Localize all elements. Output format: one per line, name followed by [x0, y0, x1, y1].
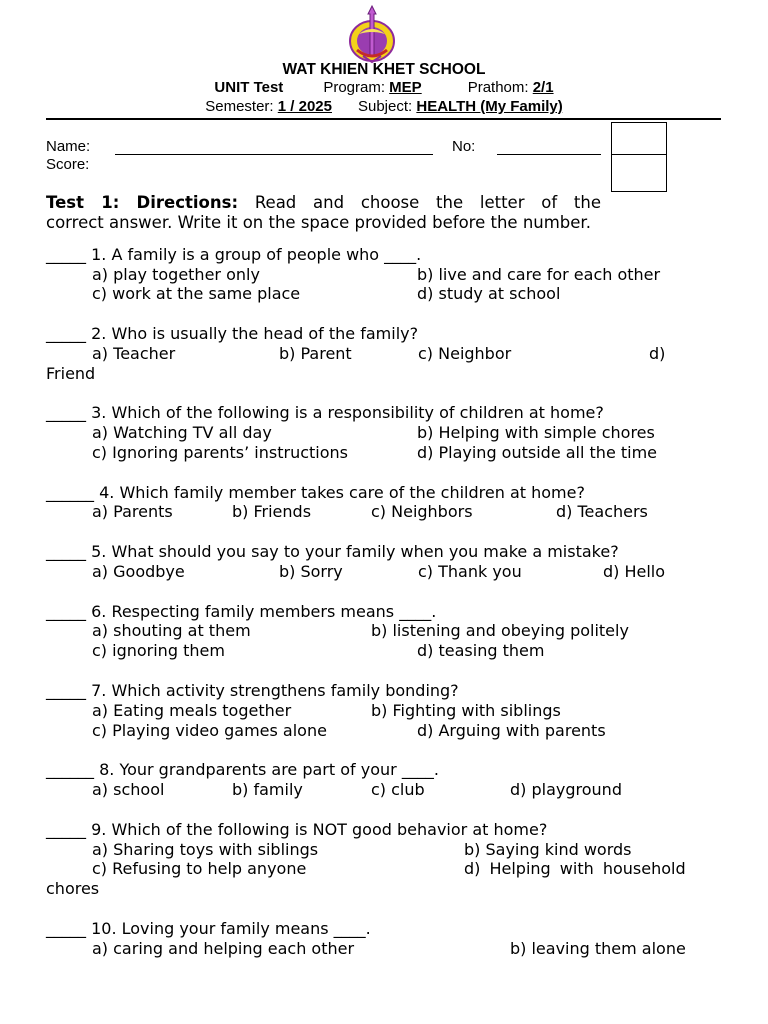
question-stem: _____ 9. Which of the following is NOT good behavior at home?	[46, 820, 548, 839]
name-field[interactable]	[115, 154, 433, 155]
program-label: Program:	[323, 79, 385, 96]
option-d: d) teasing them	[417, 641, 545, 660]
header-divider	[46, 118, 721, 120]
option-d: d) Hello	[603, 562, 666, 581]
question-stem: _____ 6. Respecting family members means ____.	[46, 602, 437, 621]
option-d: d) study at school	[417, 284, 561, 303]
option-d: d) Helping with household	[464, 859, 686, 878]
question-stem: _____ 3. Which of the following is a responsibility of children at home?	[46, 403, 604, 422]
school-logo	[347, 4, 397, 66]
directions-text-1: Read and choose the letter of the	[238, 193, 601, 212]
question-stem: _____ 7. Which activity strengthens family bonding?	[46, 681, 459, 700]
option-a: a) shouting at them	[92, 621, 251, 640]
option-a: a) Watching TV all day	[92, 423, 272, 442]
subject-label: Subject:	[357, 98, 413, 115]
score-box[interactable]	[611, 122, 667, 192]
prathom-label: Prathom:	[467, 79, 529, 96]
question-stem: ______ 4. Which family member takes care of the children at home?	[46, 483, 585, 502]
program-value: MEP	[389, 79, 422, 96]
question-stem: _____ 10. Loving your family means ____.	[46, 919, 371, 938]
question-stem: _____ 2. Who is usually the head of the family?	[46, 324, 419, 343]
option-a: a) school	[92, 780, 165, 799]
option-d: d) Playing outside all the time	[417, 443, 658, 462]
score-box-divider	[612, 154, 666, 155]
option-b: b) Fighting with siblings	[371, 701, 561, 720]
option-c: c) Ignoring parents’ instructions	[92, 443, 348, 462]
question-stem: _____ 1. A family is a group of people who ____.	[46, 245, 422, 264]
header-line-2	[0, 79, 768, 96]
option-d-text: Friend	[46, 364, 96, 383]
option-b: b) listening and obeying politely	[371, 621, 629, 640]
question-stem: ______ 8. Your grandparents are part of your ____.	[46, 760, 439, 779]
option-a: a) Teacher	[92, 344, 176, 363]
header-line-3	[0, 98, 768, 115]
option-b: b) Parent	[279, 344, 352, 363]
option-c: c) work at the same place	[92, 284, 301, 303]
option-d-text: chores	[46, 879, 100, 898]
option-c: c) ignoring them	[92, 641, 225, 660]
directions-heading: Test 1: Directions:	[46, 193, 239, 212]
option-b: b) Sorry	[279, 562, 343, 581]
option-c: c) Refusing to help anyone	[92, 859, 307, 878]
option-a: a) Eating meals together	[92, 701, 292, 720]
directions-line-1	[46, 192, 601, 213]
number-field[interactable]	[497, 154, 601, 155]
option-a: a) Parents	[92, 502, 173, 521]
option-b: b) live and care for each other	[417, 265, 661, 284]
option-b: b) family	[232, 780, 303, 799]
directions-line-2: correct answer. Write it on the space provided before the number.	[46, 213, 591, 232]
option-d: d) Teachers	[556, 502, 648, 521]
option-c: c) Neighbor	[418, 344, 512, 363]
option-c: c) Playing video games alone	[92, 721, 327, 740]
option-d: d) playground	[510, 780, 622, 799]
option-b: b) Saying kind words	[464, 840, 632, 859]
option-d: d) Arguing with parents	[417, 721, 606, 740]
subject-value: HEALTH (My Family)	[416, 98, 563, 115]
option-c: c) Thank you	[418, 562, 522, 581]
option-a: a) caring and helping each other	[92, 939, 355, 958]
score-label: Score:	[46, 156, 90, 173]
name-label: Name:	[46, 138, 91, 155]
option-b: b) leaving them alone	[510, 939, 686, 958]
question-stem: _____ 5. What should you say to your family when you make a mistake?	[46, 542, 619, 561]
option-c: c) Neighbors	[371, 502, 473, 521]
option-a: a) Sharing toys with siblings	[92, 840, 319, 859]
option-d: d)	[649, 344, 666, 363]
no-label: No:	[452, 138, 476, 155]
option-c: c) club	[371, 780, 425, 799]
option-b: b) Friends	[232, 502, 312, 521]
option-a: a) Goodbye	[92, 562, 185, 581]
unit-label: UNIT Test	[214, 79, 284, 96]
semester-value: 1 / 2025	[277, 98, 332, 115]
option-b: b) Helping with simple chores	[417, 423, 655, 442]
option-a: a) play together only	[92, 265, 260, 284]
school-name: WAT KHIEN KHET SCHOOL	[282, 61, 486, 78]
semester-label: Semester:	[205, 98, 274, 115]
prathom-value: 2/1	[532, 79, 554, 96]
